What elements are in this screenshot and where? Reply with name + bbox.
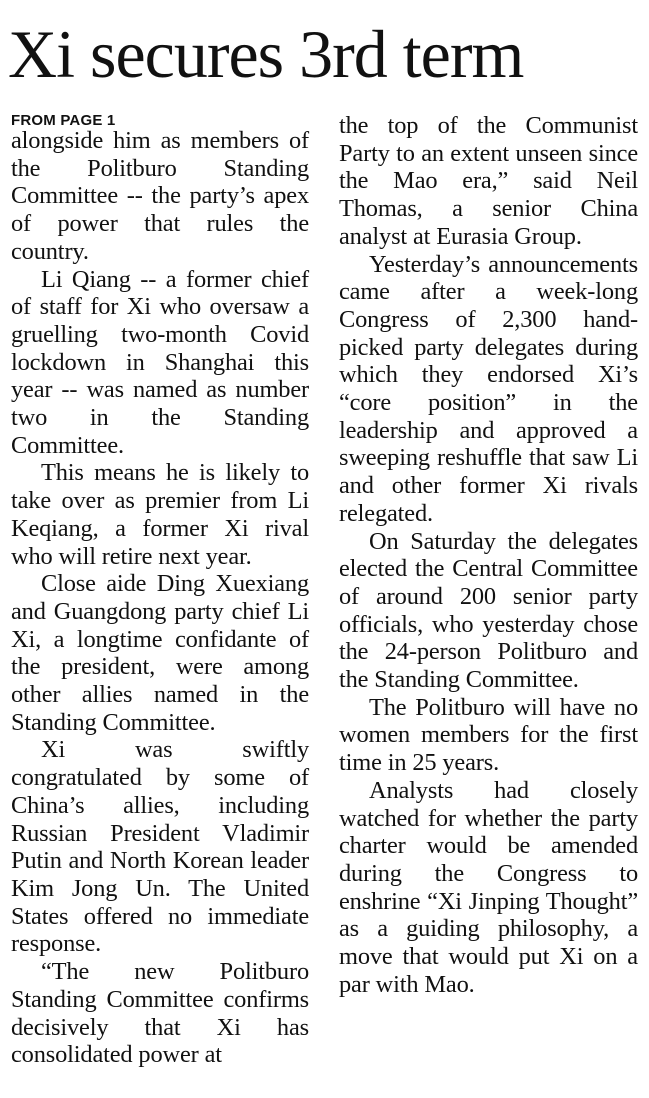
paragraph: Li Qiang -- a former chief of staff for Xi who oversaw a gruelling two-month Covid lockdown in Shanghai this year -- was named as number two in the Standing Committee. [11,265,309,459]
paragraph: the top of the Communist Party to an extent unseen since the Mao era,” said Neil Thomas, a senior China analyst at Eurasia Group. [339,112,638,250]
paragraph: The Politburo will have no women members for the first time in 25 years. [339,693,638,777]
kicker-from-page: FROM PAGE 1 [11,112,116,129]
article-column-left [11,112,309,1069]
headline: Xi secures 3rd term [8,16,524,92]
paragraph: Close aide Ding Xuexiang and Guangdong party chief Li Xi, a longtime confidante of the president, were among other allies named in the Standing Committee. [11,570,309,736]
paragraph: This means he is likely to take over as premier from Li Keqiang, a former Xi rival who will retire next year. [11,459,309,570]
paragraph: Yesterday’s announcements came after a week-long Congress of 2,300 hand-picked party delegates during which they endorsed Xi’s “core position” in the leadership and approved a sweeping reshuffle that saw Li and other former Xi rivals relegated. [339,250,638,527]
paragraph: Analysts had closely watched for whether the party charter would be amended during the Congress to enshrine “Xi Jinping Thought” as a guiding philosophy, a move that would put Xi on a par with Mao. [339,776,638,998]
paragraph: On Saturday the delegates elected the Central Committee of around 200 senior party officials, who yesterday chose the 24-person Politburo and the Standing Committee. [339,527,638,694]
paragraph: alongside him as members of the Politburo Standing Committee -- the party’s apex of power that rules the country. [11,127,309,265]
paragraph: “The new Politburo Standing Committee confirms decisively that Xi has consolidated power at [11,958,309,1069]
article-column-right [339,112,638,999]
paragraph: Xi was swiftly congratulated by some of China’s allies, including Russian President Vladimir Putin and North Korean leader Kim Jong Un. The United States offered no immediate response. [11,736,309,958]
